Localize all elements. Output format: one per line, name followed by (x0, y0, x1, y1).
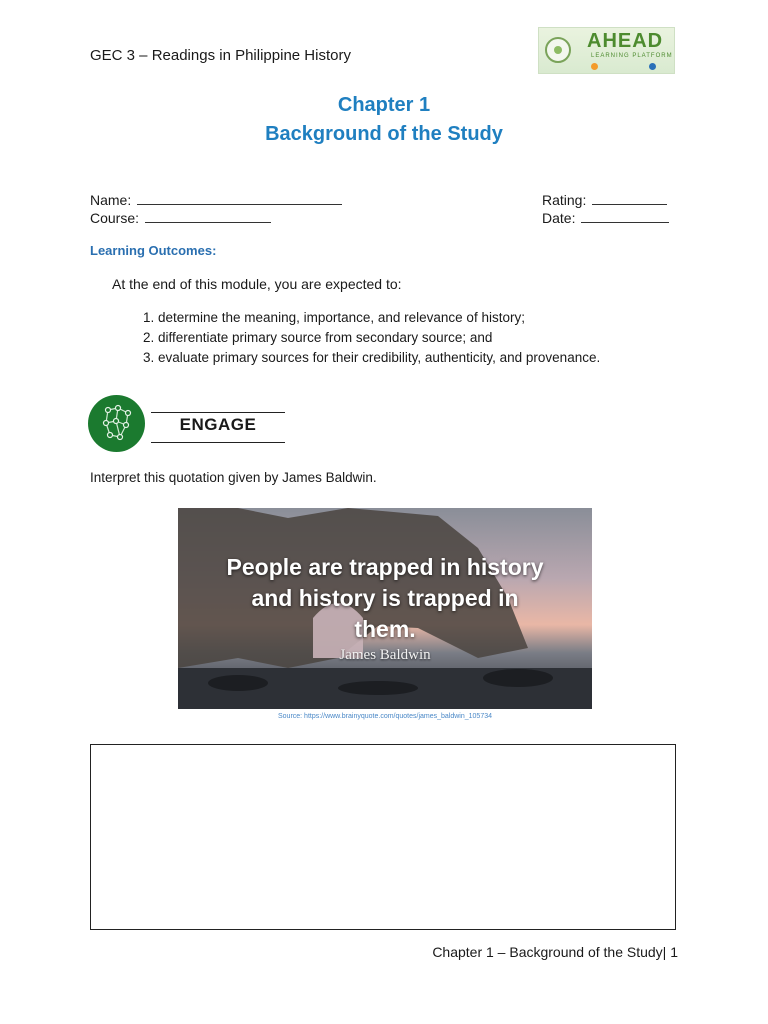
partner-logo-icon (649, 63, 656, 70)
quote-image (178, 508, 592, 709)
quote-line: People are trapped in history (226, 554, 544, 580)
quote-text (178, 552, 592, 645)
rating-label: Rating: (542, 192, 587, 208)
page-footer: Chapter 1 – Background of the Study| 1 (432, 944, 678, 960)
logo-wordmark: AHEAD (587, 30, 664, 52)
rating-field (542, 192, 667, 208)
engage-prompt: Interpret this quotation given by James Baldwin. (90, 470, 377, 485)
seal-icon (545, 37, 571, 63)
list-item: 3. evaluate primary sources for their credibility, authenticity, and provenance. (158, 348, 600, 368)
name-label: Name: (90, 192, 132, 208)
partner-logo-icon (591, 63, 598, 70)
network-icon (88, 395, 145, 452)
divider (151, 412, 285, 413)
learning-outcomes-title: Learning Outcomes: (90, 243, 217, 258)
chapter-title: Background of the Study (265, 123, 503, 145)
source-link[interactable]: Source: https://www.brainyquote.com/quotes/james_baldwin_105734 (277, 713, 493, 720)
name-blank[interactable] (137, 193, 342, 205)
quote-author: James Baldwin (339, 647, 431, 663)
quote-line: and history is trapped in (251, 585, 519, 611)
learning-outcomes-list (136, 308, 600, 368)
rating-blank[interactable] (592, 193, 667, 205)
learning-outcomes-intro: At the end of this module, you are expected to: (112, 276, 402, 292)
ahead-logo (538, 27, 675, 74)
course-blank[interactable] (145, 211, 271, 223)
divider (151, 442, 285, 443)
name-field (90, 192, 342, 208)
engage-heading: ENGAGE (179, 415, 257, 434)
chapter-number: Chapter 1 (337, 94, 431, 116)
date-blank[interactable] (581, 211, 669, 223)
list-item: 1. determine the meaning, importance, and relevance of history; (158, 308, 600, 328)
date-field (542, 210, 669, 226)
list-item: 2. differentiate primary source from secondary source; and (158, 328, 600, 348)
answer-box[interactable] (90, 744, 676, 930)
quote-line: them. (354, 616, 416, 642)
logo-subtext: LEARNING PLATFORM (591, 53, 673, 59)
date-label: Date: (542, 210, 576, 226)
course-title: GEC 3 – Readings in Philippine History (90, 47, 351, 64)
course-label: Course: (90, 210, 140, 226)
course-field (90, 210, 271, 226)
